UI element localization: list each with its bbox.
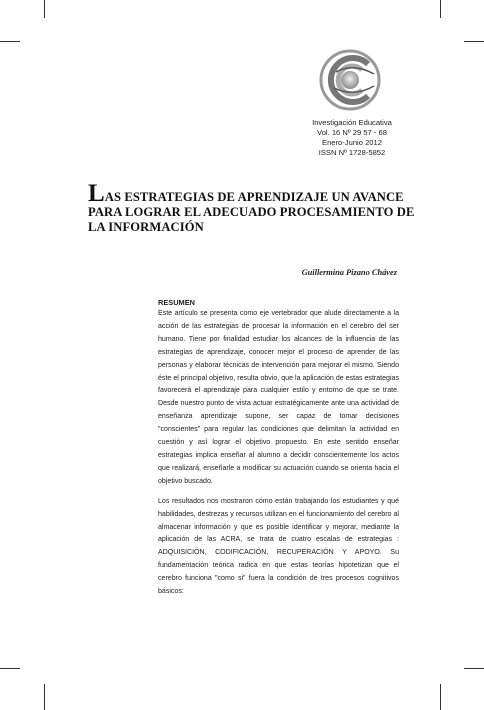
- journal-name: Investigación Educativa: [312, 118, 392, 127]
- crop-mark-bottom-left-h: [0, 668, 20, 669]
- journal-logo-icon: [316, 48, 384, 112]
- crop-mark-bottom-right-v: [440, 684, 441, 710]
- crop-mark-top-left-v: [44, 0, 45, 18]
- abstract-heading: RESUMEN: [158, 298, 195, 307]
- journal-volume: Vol. 16 Nº 29 57 - 68: [317, 128, 387, 137]
- abstract-paragraph-1: Este artículo se presenta como eje vertebrador que alude directamente a la acción de las estrategias de procesar la información en el cerebro del ser humano. Tiene por finalidad estudiar los alcances de la influencia de las estrategias de aprendizaje, conocer mejor el proceso de aprender de las personas y elaborar técnicas de intervención para mejorar el mismo. Siendo éste el principal objetivo, resulta obvio, que la aplicación de estas estrategias favorecerá el aprendizaje para cualquier estilo y entorno de que se trate. Desde nuestro punto de vista actuar estratégicamente ante una actividad de enseñanza aprendizaje supone, ser capaz de tomar decisiones "conscientes" para regular las condiciones que delimitan la actividad en cuestión y así lograr el objetivo propuesto. En este sentido enseñar estrategias implica enseñar al alumno a decidir conscientemente los actos que realizará, enseñarle a modificar su actuación cuando se orienta hacia el objetivo buscado.: [158, 310, 399, 485]
- journal-issn: ISSN Nº 1728-5852: [318, 148, 386, 157]
- article-title: [88, 180, 418, 235]
- journal-date: Enero-Junio 2012: [322, 138, 382, 147]
- abstract-paragraph-2: Los resultados nos mostraron cómo están trabajando los estudiantes y qué habilidades, destrezas y recursos utilizan en el funcionamiento del cerebro al almacenar información y que es posible identificar y mejorar, mediante la aplicación de las ACRA, se trata de cuatro escalas de estrategias : ADQUISICIÓN, CODIFICACIÓN, RECUPERACIÓN Y APOYO. Su fundamentación teórica radica en que estas teorías hipotetizan que el cerebro funciona "como si" fuera la condición de tres procesos cognitivos básicos:: [158, 497, 399, 596]
- abstract-section: [158, 297, 399, 606]
- title-drop-cap: L: [88, 180, 105, 207]
- crop-mark-bottom-right-h: [464, 668, 484, 669]
- crop-mark-top-left-h: [0, 41, 20, 42]
- journal-info: [290, 118, 414, 158]
- article-author: Guillermina Pizano Chávez: [301, 268, 397, 277]
- crop-mark-top-right-h: [464, 41, 484, 42]
- title-text: AS ESTRATEGIAS DE APRENDIZAJE UN AVANCE PARA LOGRAR EL ADECUADO PROCESAMIENTO DE LA INFORMACIÓN: [88, 190, 415, 234]
- crop-mark-bottom-left-v: [44, 684, 45, 710]
- crop-mark-top-right-v: [440, 0, 441, 18]
